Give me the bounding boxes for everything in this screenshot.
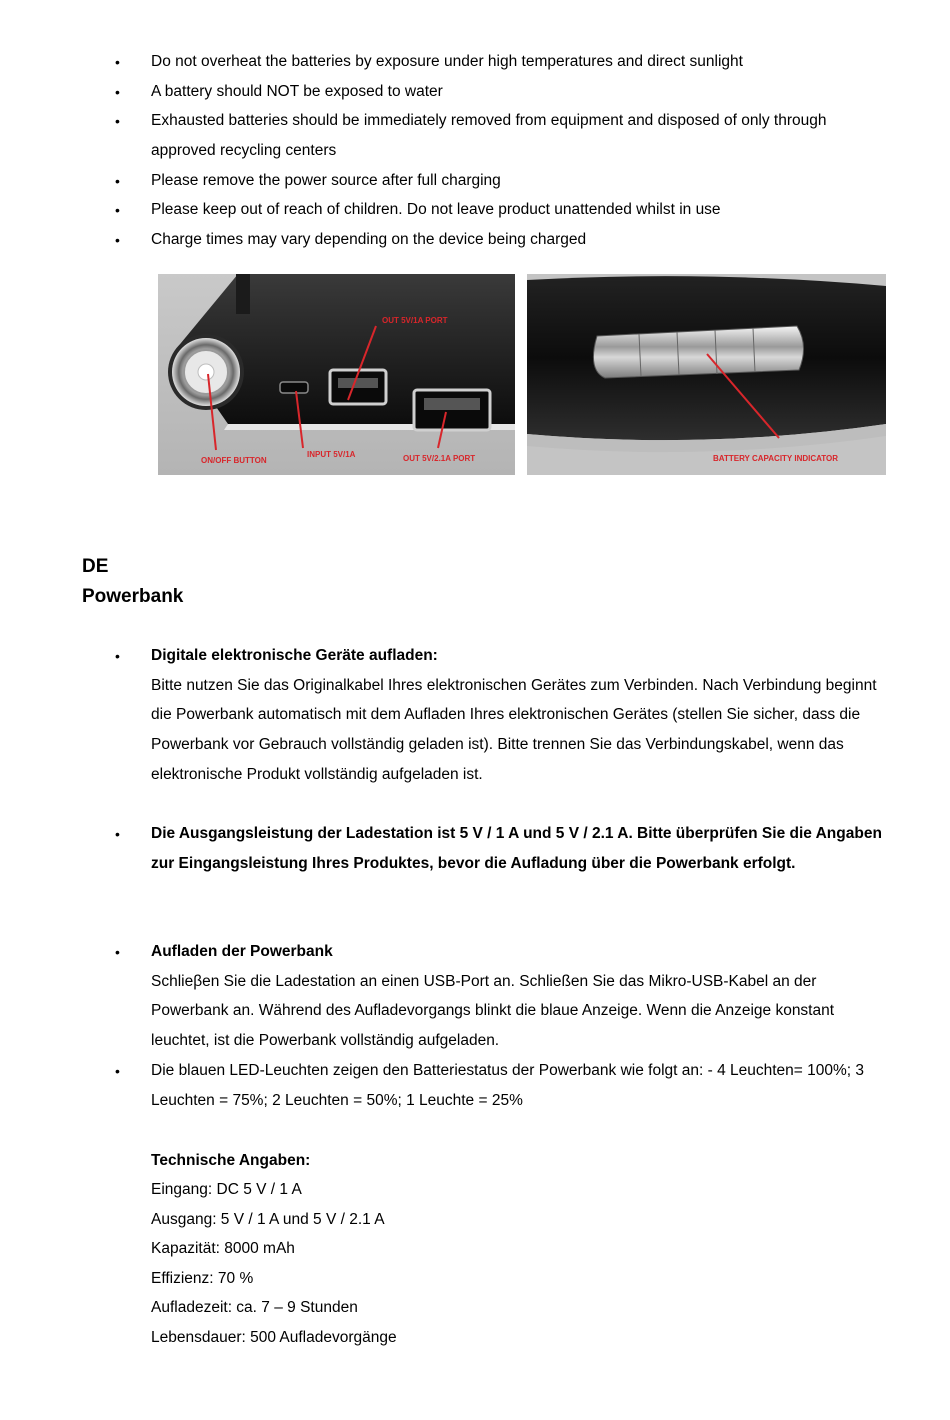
bullet-dot: •	[115, 1063, 120, 1079]
spec-charge-time: Aufladezeit: ca. 7 – 9 Stunden	[151, 1299, 358, 1316]
bullet-dot: •	[115, 84, 120, 100]
charge-devices-text: Bitte nutzen Sie das Originalkabel Ihres elektronischen Gerätes zum Verbinden. Nach Verbindung beginnt	[151, 677, 877, 694]
safety-item: Please remove the power source after full charging	[151, 172, 501, 189]
ports-photo-illustration	[158, 274, 515, 475]
bullet-dot: •	[115, 173, 120, 189]
charge-devices-text: Powerbank vor Gebrauch vollständig geladen ist). Bitte trennen Sie das Verbindungskabel, wenn das	[151, 736, 844, 753]
section-title: Powerbank	[82, 586, 184, 607]
safety-item: Do not overheat the batteries by exposure under high temperatures and direct sunlight	[151, 53, 743, 70]
safety-item: Exhausted batteries should be immediately removed from equipment and disposed of only through	[151, 112, 827, 129]
label-onoff-button: ON/OFF BUTTON	[201, 456, 267, 465]
spec-output: Ausgang: 5 V / 1 A und 5 V / 2.1 A	[151, 1211, 385, 1228]
spec-input: Eingang: DC 5 V / 1 A	[151, 1181, 302, 1198]
label-battery-capacity-indicator: BATTERY CAPACITY INDICATOR	[713, 454, 839, 463]
safety-item: A battery should NOT be exposed to water	[151, 83, 443, 100]
bullet-dot: •	[115, 113, 120, 129]
product-photo-indicator	[527, 274, 886, 475]
output-notice: zur Eingangsleistung Ihres Produktes, bevor die Aufladung über die Powerbank erfolgt.	[151, 855, 796, 872]
safety-item: Please keep out of reach of children. Do not leave product unattended whilst in use	[151, 201, 721, 218]
label-out-5v1a-port: OUT 5V/1A PORT	[382, 316, 448, 325]
language-code: DE	[82, 556, 109, 577]
bullet-dot: •	[115, 826, 120, 842]
spec-capacity: Kapazität: 8000 mAh	[151, 1240, 295, 1257]
recharge-text: leuchtet, ist die Powerbank vollständig aufgeladen.	[151, 1032, 500, 1049]
led-status-text: Die blauen LED-Leuchten zeigen den Batteriestatus der Powerbank wie folgt an: - 4 Leuchten= 100%; 3	[151, 1062, 865, 1079]
spec-efficiency: Effizienz: 70 %	[151, 1270, 254, 1287]
safety-item: Charge times may vary depending on the device being charged	[151, 231, 587, 248]
safety-item-continuation: approved recycling centers	[151, 142, 337, 159]
label-input-5v1a: INPUT 5V/1A	[307, 450, 356, 459]
bullet-dot: •	[115, 944, 120, 960]
output-notice: Die Ausgangsleistung der Ladestation ist 5 V / 1 A und 5 V / 2.1 A. Bitte überprüfen Sie die Angaben	[151, 825, 882, 842]
indicator-photo-illustration	[527, 274, 886, 475]
recharge-text: Powerbank an. Während des Aufladevorgangs blinkt die blaue Anzeige. Wenn die Anzeige konstant	[151, 1002, 835, 1019]
recharge-text: Schlieβen Sie die Ladestation an einen USB-Port an. Schließen Sie das Mikro-USB-Kabel an der	[151, 973, 817, 990]
bullet-dot: •	[115, 54, 120, 70]
bullet-dot: •	[115, 232, 120, 248]
label-out-5v21a-port: OUT 5V/2.1A PORT	[403, 454, 476, 463]
bullet-dot: •	[115, 648, 120, 664]
spec-lifespan: Lebensdauer: 500 Aufladevorgänge	[151, 1329, 397, 1346]
led-status-text: Leuchten = 75%; 2 Leuchten = 50%; 1 Leuchte = 25%	[151, 1092, 523, 1109]
recharge-title: Aufladen der Powerbank	[151, 943, 333, 960]
charge-devices-text: die Powerbank automatisch mit dem Aufladen Ihres elektronischen Gerätes (stellen Sie sicher, dass die	[151, 706, 861, 723]
bullet-dot: •	[115, 202, 120, 218]
charge-devices-title: Digitale elektronische Geräte aufladen:	[151, 647, 438, 664]
specs-title: Technische Angaben:	[151, 1152, 311, 1169]
product-photo-ports	[158, 274, 515, 475]
charge-devices-text: elektronische Produkt vollständig aufgeladen ist.	[151, 766, 483, 783]
